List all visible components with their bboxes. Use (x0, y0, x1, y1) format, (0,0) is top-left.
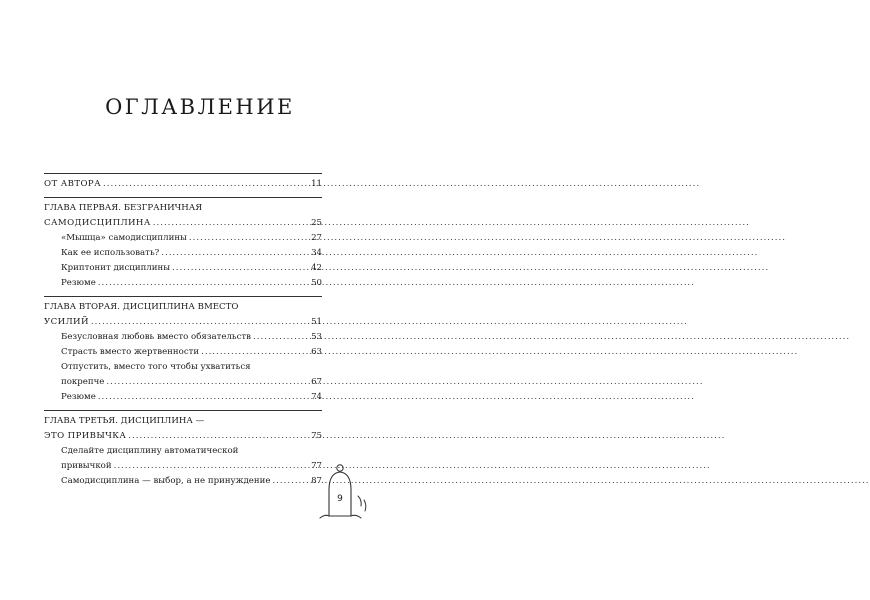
toc-entry-title: Самодисциплина — выбор, а не принуждение (61, 476, 271, 486)
toc-page-number: 42 (311, 263, 322, 273)
dot-leader (189, 231, 309, 246)
toc-entry-title-line: Сделайте дисциплину автоматической (61, 446, 239, 456)
toc-entry-chapter-1[interactable] (44, 216, 322, 231)
dot-leader (91, 315, 309, 330)
dot-leader (153, 216, 309, 231)
toc-entry[interactable] (44, 246, 322, 261)
toc-page-number: 74 (311, 392, 322, 402)
dot-leader (272, 474, 309, 489)
divider (44, 173, 322, 174)
toc-page-number: 11 (311, 179, 322, 189)
dot-leader (106, 375, 309, 390)
toc-entry-title: Криптонит дисциплины (61, 263, 171, 273)
toc-entry[interactable] (44, 330, 322, 345)
toc-entry[interactable] (44, 390, 322, 405)
page-number: 9 (337, 494, 343, 504)
toc-entry-title: САМОДИСЦИПЛИНА (44, 218, 151, 228)
toc-page-number: 67 (311, 377, 322, 387)
toc-entry[interactable] (44, 375, 322, 390)
toc-page-number: 75 (311, 431, 322, 441)
toc-entry-chapter-2[interactable] (44, 315, 322, 330)
dot-leader (98, 276, 309, 291)
divider (44, 410, 322, 411)
toc-entry[interactable] (44, 276, 322, 291)
toc-entry-author[interactable] (44, 177, 322, 192)
toc-entry-title-line: Отпустить, вместо того чтобы ухватиться (61, 362, 251, 372)
toc-entry-title: покрепче (61, 377, 105, 387)
toc-entry-title: «Мышца» самодисциплины (61, 233, 187, 243)
table-of-contents (44, 168, 322, 489)
toc-entry-title: ОТ АВТОРА (44, 179, 102, 189)
toc-entry-title: ЭТО ПРИВЫЧКА (44, 431, 127, 441)
page-title: ОГЛАВЛЕНИЕ (105, 95, 295, 119)
toc-entry-title: УСИЛИЙ (44, 317, 89, 327)
chapter-title-line: ГЛАВА ВТОРАЯ. ДИСЦИПЛИНА ВМЕСТО (44, 302, 239, 312)
dot-leader (253, 330, 309, 345)
toc-entry-title: Как ее использовать? (61, 248, 160, 258)
divider (44, 197, 322, 198)
toc-page-number: 51 (311, 317, 322, 327)
chapter-title-line: ГЛАВА ПЕРВАЯ. БЕЗГРАНИЧНАЯ (44, 203, 203, 213)
toc-entry-title: привычкой (61, 461, 112, 471)
dot-leader (201, 345, 309, 360)
toc-page-number: 87 (311, 476, 322, 486)
toc-page-number: 77 (311, 461, 322, 471)
toc-page-number: 25 (311, 218, 322, 228)
dot-leader (98, 390, 309, 405)
dot-leader (103, 177, 309, 192)
toc-entry-title: Резюме (61, 278, 96, 288)
toc-entry-title: Резюме (61, 392, 96, 402)
toc-entry[interactable] (44, 231, 322, 246)
toc-entry-title: Безусловная любовь вместо обязательств (61, 332, 252, 342)
toc-page-number: 53 (311, 332, 322, 342)
dot-leader (114, 459, 309, 474)
toc-entry-title: Страсть вместо жертвенности (61, 347, 200, 357)
toc-page-number: 34 (311, 248, 322, 258)
toc-entry-chapter-3[interactable] (44, 429, 322, 444)
dot-leader (172, 261, 309, 276)
toc-entry[interactable] (44, 261, 322, 276)
dot-leader (128, 429, 309, 444)
dot-leader (161, 246, 309, 261)
divider (44, 296, 322, 297)
toc-entry[interactable] (44, 459, 322, 474)
chapter-title-line: ГЛАВА ТРЕТЬЯ. ДИСЦИПЛИНА — (44, 416, 205, 426)
toc-page-number: 50 (311, 278, 322, 288)
toc-page-number: 27 (311, 233, 322, 243)
toc-page-number: 63 (311, 347, 322, 357)
page-number-badge (312, 460, 376, 530)
toc-entry[interactable] (44, 474, 322, 489)
toc-entry[interactable] (44, 345, 322, 360)
